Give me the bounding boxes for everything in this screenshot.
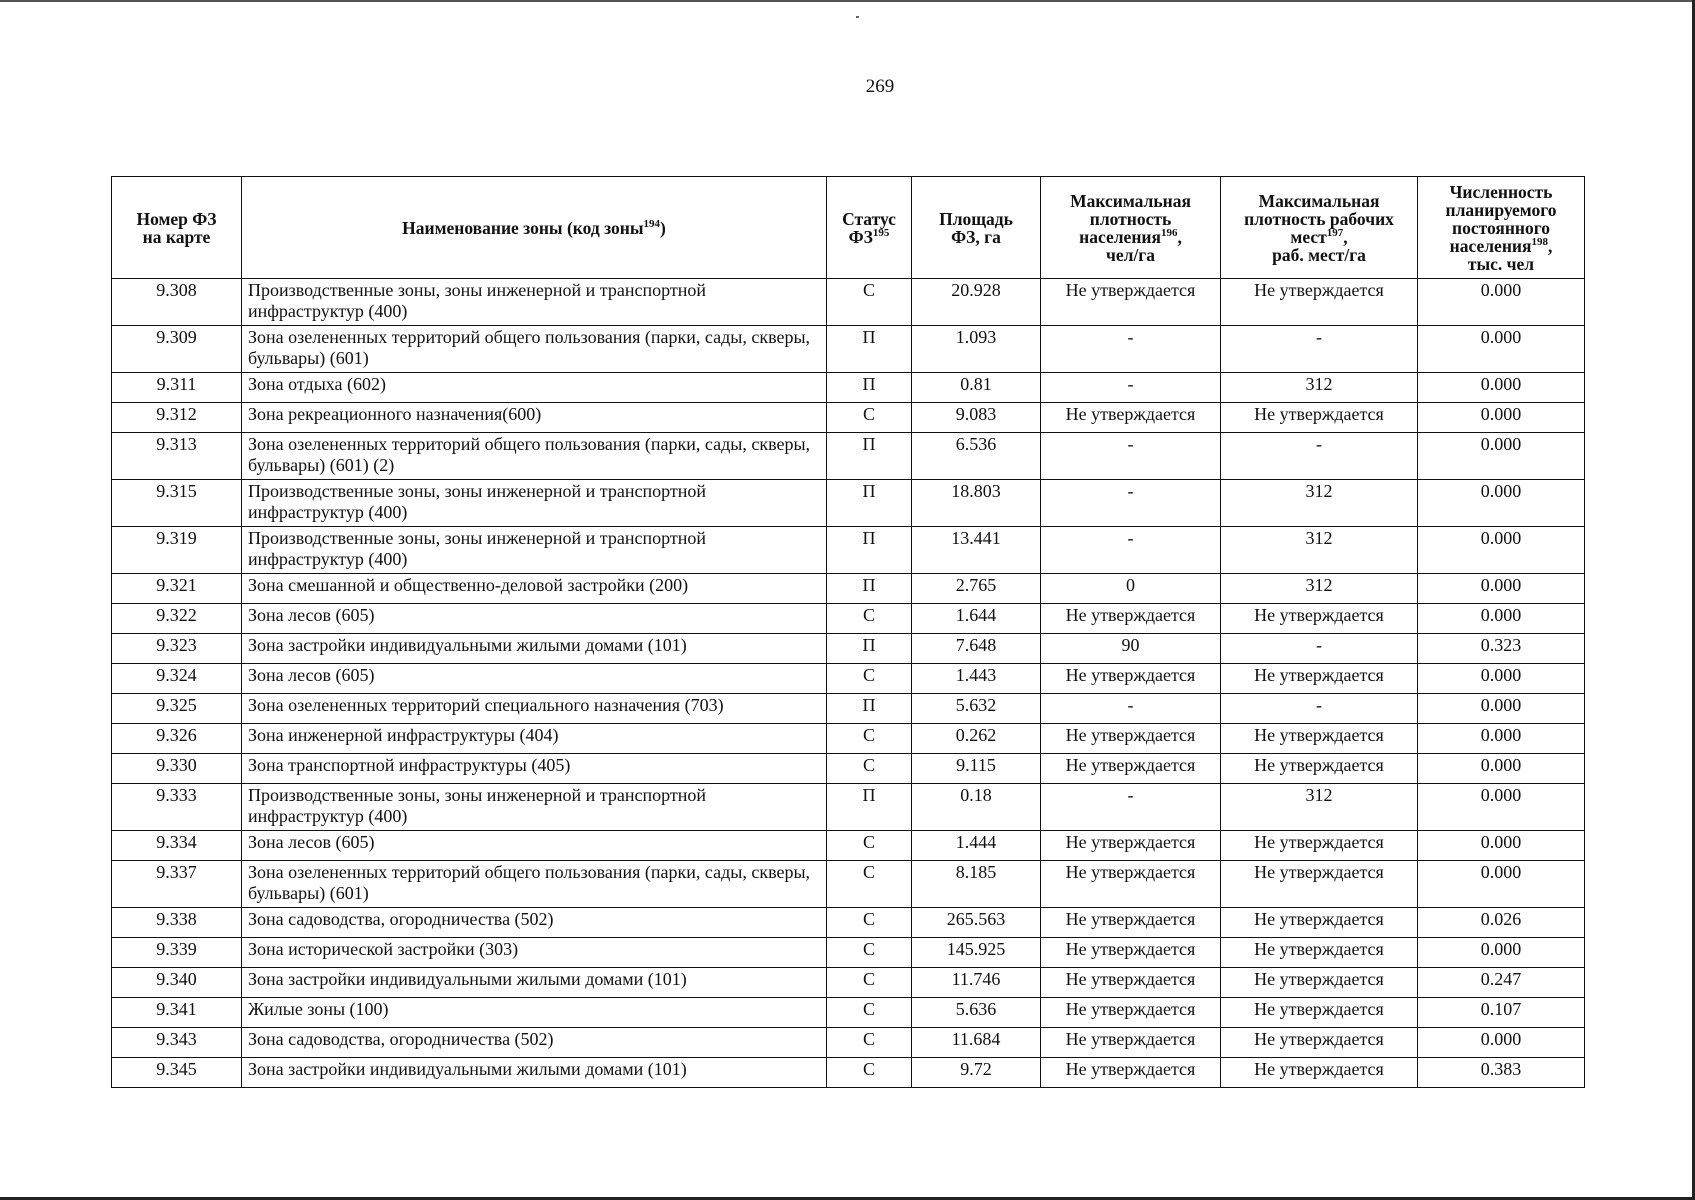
workplace-density-cell: Не утверждается	[1221, 968, 1418, 998]
planned-population-cell: 0.000	[1418, 433, 1585, 480]
zone-status-cell: П	[827, 480, 912, 527]
header-density-comma: ,	[1177, 226, 1182, 247]
zone-area-cell: 0.18	[912, 784, 1041, 831]
table-row	[112, 403, 1585, 433]
zone-name-cell: Зона застройки индивидуальными жилыми домами (101)	[242, 1058, 827, 1088]
planned-population-cell: 0.000	[1418, 831, 1585, 861]
zone-name-cell: Зона садоводства, огородничества (502)	[242, 908, 827, 938]
header-population	[1418, 177, 1585, 279]
zone-name-cell: Производственные зоны, зоны инженерной и транспортной инфраструктур (400)	[242, 480, 827, 527]
planned-population-cell: 0.000	[1418, 527, 1585, 574]
planned-population-cell: 0.000	[1418, 326, 1585, 373]
population-density-cell: 90	[1041, 634, 1221, 664]
header-status	[827, 177, 912, 279]
zone-area-cell: 13.441	[912, 527, 1041, 574]
zone-area-cell: 20.928	[912, 279, 1041, 326]
page-number: 269	[865, 76, 895, 97]
workplace-density-cell: Не утверждается	[1221, 998, 1418, 1028]
zone-name-cell: Зона застройки индивидуальными жилыми домами (101)	[242, 634, 827, 664]
zone-name-cell: Производственные зоны, зоны инженерной и транспортной инфраструктур (400)	[242, 527, 827, 574]
zone-number-cell: 9.315	[112, 480, 242, 527]
header-zone-name-close: )	[660, 217, 666, 238]
zone-name-cell: Зона транспортной инфраструктуры (405)	[242, 754, 827, 784]
zone-area-cell: 9.115	[912, 754, 1041, 784]
zone-name-cell: Зона лесов (605)	[242, 664, 827, 694]
zone-name-cell: Зона смешанной и общественно-деловой застройки (200)	[242, 574, 827, 604]
planned-population-cell: 0.000	[1418, 754, 1585, 784]
zone-area-cell: 1.644	[912, 604, 1041, 634]
zone-status-cell: П	[827, 527, 912, 574]
table-header-row	[112, 177, 1585, 279]
zone-number-cell: 9.321	[112, 574, 242, 604]
header-density-line4: чел/га	[1105, 244, 1155, 265]
zone-area-cell: 1.444	[912, 831, 1041, 861]
zone-name-cell: Производственные зоны, зоны инженерной и транспортной инфраструктур (400)	[242, 279, 827, 326]
header-density	[1041, 177, 1221, 279]
zone-number-cell: 9.345	[112, 1058, 242, 1088]
zone-name-cell: Зона озелененных территорий общего пользования (парки, сады, скверы, бульвары) (601)	[242, 861, 827, 908]
header-pop-line4: населения	[1449, 235, 1532, 256]
zone-area-cell: 7.648	[912, 634, 1041, 664]
planned-population-cell: 0.000	[1418, 403, 1585, 433]
planned-population-cell: 0.000	[1418, 574, 1585, 604]
population-density-cell: -	[1041, 326, 1221, 373]
zone-status-cell: П	[827, 634, 912, 664]
zone-name-cell: Зона отдыха (602)	[242, 373, 827, 403]
population-density-cell: Не утверждается	[1041, 831, 1221, 861]
table-row	[112, 908, 1585, 938]
zone-area-cell: 5.636	[912, 998, 1041, 1028]
planned-population-cell: 0.000	[1418, 279, 1585, 326]
population-density-cell: -	[1041, 784, 1221, 831]
workplace-density-cell: Не утверждается	[1221, 403, 1418, 433]
zone-status-cell: П	[827, 784, 912, 831]
zone-area-cell: 9.72	[912, 1058, 1041, 1088]
header-area	[912, 177, 1041, 279]
table-row	[112, 784, 1585, 831]
zone-status-cell: П	[827, 574, 912, 604]
zone-status-cell: С	[827, 938, 912, 968]
table-row	[112, 938, 1585, 968]
table-row	[112, 604, 1585, 634]
table-row	[112, 326, 1585, 373]
header-density-line1: Максимальная	[1070, 190, 1191, 211]
scan-speck	[856, 16, 859, 18]
planned-population-cell: 0.026	[1418, 908, 1585, 938]
zone-number-cell: 9.338	[112, 908, 242, 938]
zone-status-cell: С	[827, 604, 912, 634]
workplace-density-cell: Не утверждается	[1221, 1028, 1418, 1058]
table-row	[112, 1028, 1585, 1058]
zone-name-cell: Зона исторической застройки (303)	[242, 938, 827, 968]
zone-status-cell: С	[827, 279, 912, 326]
zone-number-cell: 9.325	[112, 694, 242, 724]
workplace-density-cell: 312	[1221, 480, 1418, 527]
header-status-line2: ФЗ	[848, 226, 873, 247]
header-zone-name	[242, 177, 827, 279]
header-pop-line3: постоянного	[1451, 217, 1551, 238]
table-row	[112, 433, 1585, 480]
footnote-194: 194	[643, 217, 661, 230]
zone-name-cell: Зона озелененных территорий общего пользования (парки, сады, скверы, бульвары) (601) (2)	[242, 433, 827, 480]
population-density-cell: Не утверждается	[1041, 1028, 1221, 1058]
zone-number-cell: 9.341	[112, 998, 242, 1028]
table-row	[112, 373, 1585, 403]
table-row	[112, 527, 1585, 574]
zone-status-cell: П	[827, 433, 912, 480]
population-density-cell: Не утверждается	[1041, 724, 1221, 754]
zone-status-cell: С	[827, 724, 912, 754]
table-row	[112, 754, 1585, 784]
zone-number-cell: 9.337	[112, 861, 242, 908]
population-density-cell: -	[1041, 694, 1221, 724]
population-density-cell: Не утверждается	[1041, 938, 1221, 968]
workplace-density-cell: -	[1221, 634, 1418, 664]
planned-population-cell: 0.000	[1418, 861, 1585, 908]
table-row	[112, 724, 1585, 754]
zone-status-cell: С	[827, 754, 912, 784]
header-pop-line2: планируемого	[1445, 199, 1557, 220]
zone-number-cell: 9.330	[112, 754, 242, 784]
population-density-cell: -	[1041, 433, 1221, 480]
header-zone-name-text: Наименование зоны (код зоны	[402, 217, 644, 238]
workplace-density-cell: 312	[1221, 574, 1418, 604]
population-density-cell: Не утверждается	[1041, 754, 1221, 784]
population-density-cell: Не утверждается	[1041, 1058, 1221, 1088]
zone-number-cell: 9.309	[112, 326, 242, 373]
planned-population-cell: 0.000	[1418, 724, 1585, 754]
zone-area-cell: 5.632	[912, 694, 1041, 724]
planned-population-cell: 0.323	[1418, 634, 1585, 664]
planned-population-cell: 0.000	[1418, 480, 1585, 527]
table-row	[112, 574, 1585, 604]
zone-area-cell: 6.536	[912, 433, 1041, 480]
planned-population-cell: 0.000	[1418, 1028, 1585, 1058]
workplace-density-cell: Не утверждается	[1221, 861, 1418, 908]
zone-number-cell: 9.339	[112, 938, 242, 968]
zone-area-cell: 0.262	[912, 724, 1041, 754]
zone-status-cell: С	[827, 664, 912, 694]
population-density-cell: Не утверждается	[1041, 861, 1221, 908]
footnote-195: 195	[872, 226, 890, 239]
workplace-density-cell: -	[1221, 694, 1418, 724]
table-row	[112, 968, 1585, 998]
table-row	[112, 1058, 1585, 1088]
workplace-density-cell: Не утверждается	[1221, 604, 1418, 634]
zone-area-cell: 1.093	[912, 326, 1041, 373]
zone-name-cell: Зона застройки индивидуальными жилыми домами (101)	[242, 968, 827, 998]
header-work-comma: ,	[1343, 226, 1348, 247]
zone-status-cell: С	[827, 1028, 912, 1058]
workplace-density-cell: Не утверждается	[1221, 938, 1418, 968]
zone-area-cell: 1.443	[912, 664, 1041, 694]
table-row	[112, 694, 1585, 724]
workplace-density-cell: 312	[1221, 784, 1418, 831]
population-density-cell: Не утверждается	[1041, 968, 1221, 998]
zone-area-cell: 11.746	[912, 968, 1041, 998]
zone-name-cell: Зона рекреационного назначения(600)	[242, 403, 827, 433]
header-status-line1: Статус	[842, 208, 896, 229]
zone-name-cell: Зона озелененных территорий общего пользования (парки, сады, скверы, бульвары) (601)	[242, 326, 827, 373]
zone-area-cell: 9.083	[912, 403, 1041, 433]
zone-name-cell: Зона лесов (605)	[242, 831, 827, 861]
header-work-line4: раб. мест/га	[1272, 244, 1366, 265]
planned-population-cell: 0.000	[1418, 664, 1585, 694]
population-density-cell: Не утверждается	[1041, 279, 1221, 326]
workplace-density-cell: Не утверждается	[1221, 908, 1418, 938]
header-pop-line5: тыс. чел	[1467, 253, 1535, 274]
zone-number-cell: 9.323	[112, 634, 242, 664]
header-work-line3: мест	[1290, 226, 1327, 247]
population-density-cell: Не утверждается	[1041, 664, 1221, 694]
table-row	[112, 998, 1585, 1028]
zone-area-cell: 2.765	[912, 574, 1041, 604]
workplace-density-cell: Не утверждается	[1221, 664, 1418, 694]
zone-area-cell: 265.563	[912, 908, 1041, 938]
zone-area-cell: 8.185	[912, 861, 1041, 908]
header-density-line2: плотность	[1089, 208, 1172, 229]
header-number-line2: на карте	[142, 226, 211, 247]
zone-status-cell: С	[827, 968, 912, 998]
population-density-cell: -	[1041, 480, 1221, 527]
header-work-line2: плотность рабочих	[1244, 208, 1394, 229]
header-work-line1: Максимальная	[1258, 190, 1380, 211]
zone-number-cell: 9.343	[112, 1028, 242, 1058]
zone-area-cell: 11.684	[912, 1028, 1041, 1058]
zone-number-cell: 9.308	[112, 279, 242, 326]
workplace-density-cell: Не утверждается	[1221, 831, 1418, 861]
footnote-198: 198	[1531, 235, 1548, 248]
workplace-density-cell: 312	[1221, 527, 1418, 574]
planned-population-cell: 0.247	[1418, 968, 1585, 998]
workplace-density-cell: -	[1221, 433, 1418, 480]
table-row	[112, 664, 1585, 694]
zone-number-cell: 9.340	[112, 968, 242, 998]
zone-status-cell: П	[827, 694, 912, 724]
zone-status-cell: П	[827, 326, 912, 373]
zone-number-cell: 9.313	[112, 433, 242, 480]
table-row	[112, 480, 1585, 527]
zone-number-cell: 9.333	[112, 784, 242, 831]
population-density-cell: Не утверждается	[1041, 604, 1221, 634]
population-density-cell: Не утверждается	[1041, 998, 1221, 1028]
zone-number-cell: 9.326	[112, 724, 242, 754]
zone-status-cell: С	[827, 861, 912, 908]
workplace-density-cell: -	[1221, 326, 1418, 373]
scan-top-edge	[0, 0, 1695, 2]
zone-status-cell: С	[827, 403, 912, 433]
zone-status-cell: П	[827, 373, 912, 403]
table-row	[112, 861, 1585, 908]
zone-name-cell: Зона садоводства, огородничества (502)	[242, 1028, 827, 1058]
zone-name-cell: Зона инженерной инфраструктуры (404)	[242, 724, 827, 754]
header-pop-line1: Численность	[1449, 181, 1553, 202]
zone-number-cell: 9.322	[112, 604, 242, 634]
workplace-density-cell: Не утверждается	[1221, 754, 1418, 784]
zone-name-cell: Производственные зоны, зоны инженерной и транспортной инфраструктур (400)	[242, 784, 827, 831]
planned-population-cell: 0.000	[1418, 938, 1585, 968]
header-pop-comma: ,	[1547, 235, 1553, 256]
zone-name-cell: Жилые зоны (100)	[242, 998, 827, 1028]
workplace-density-cell: Не утверждается	[1221, 1058, 1418, 1088]
table-row	[112, 634, 1585, 664]
population-density-cell: -	[1041, 373, 1221, 403]
planned-population-cell: 0.000	[1418, 604, 1585, 634]
zone-number-cell: 9.312	[112, 403, 242, 433]
workplace-density-cell: Не утверждается	[1221, 279, 1418, 326]
zone-status-cell: С	[827, 908, 912, 938]
planned-population-cell: 0.107	[1418, 998, 1585, 1028]
zone-number-cell: 9.324	[112, 664, 242, 694]
header-work-density	[1221, 177, 1418, 279]
header-number	[112, 177, 242, 279]
zone-status-cell: С	[827, 998, 912, 1028]
zones-table	[111, 176, 1585, 1088]
table-body	[112, 279, 1585, 1088]
zone-number-cell: 9.334	[112, 831, 242, 861]
footnote-197: 197	[1326, 226, 1344, 239]
planned-population-cell: 0.000	[1418, 784, 1585, 831]
zone-number-cell: 9.319	[112, 527, 242, 574]
footnote-196: 196	[1160, 226, 1178, 239]
header-number-line1: Номер ФЗ	[136, 208, 217, 229]
zone-area-cell: 18.803	[912, 480, 1041, 527]
header-area-line1: Площадь	[939, 208, 1013, 229]
workplace-density-cell: Не утверждается	[1221, 724, 1418, 754]
population-density-cell: Не утверждается	[1041, 403, 1221, 433]
zone-area-cell: 0.81	[912, 373, 1041, 403]
population-density-cell: Не утверждается	[1041, 908, 1221, 938]
zone-number-cell: 9.311	[112, 373, 242, 403]
zone-status-cell: С	[827, 831, 912, 861]
zone-status-cell: С	[827, 1058, 912, 1088]
table-row	[112, 279, 1585, 326]
table-row	[112, 831, 1585, 861]
planned-population-cell: 0.000	[1418, 694, 1585, 724]
zone-name-cell: Зона лесов (605)	[242, 604, 827, 634]
zone-name-cell: Зона озелененных территорий специального назначения (703)	[242, 694, 827, 724]
planned-population-cell: 0.000	[1418, 373, 1585, 403]
header-density-line3: населения	[1079, 226, 1161, 247]
planned-population-cell: 0.383	[1418, 1058, 1585, 1088]
population-density-cell: -	[1041, 527, 1221, 574]
zone-area-cell: 145.925	[912, 938, 1041, 968]
header-area-line2: ФЗ, га	[951, 226, 1001, 247]
workplace-density-cell: 312	[1221, 373, 1418, 403]
population-density-cell: 0	[1041, 574, 1221, 604]
